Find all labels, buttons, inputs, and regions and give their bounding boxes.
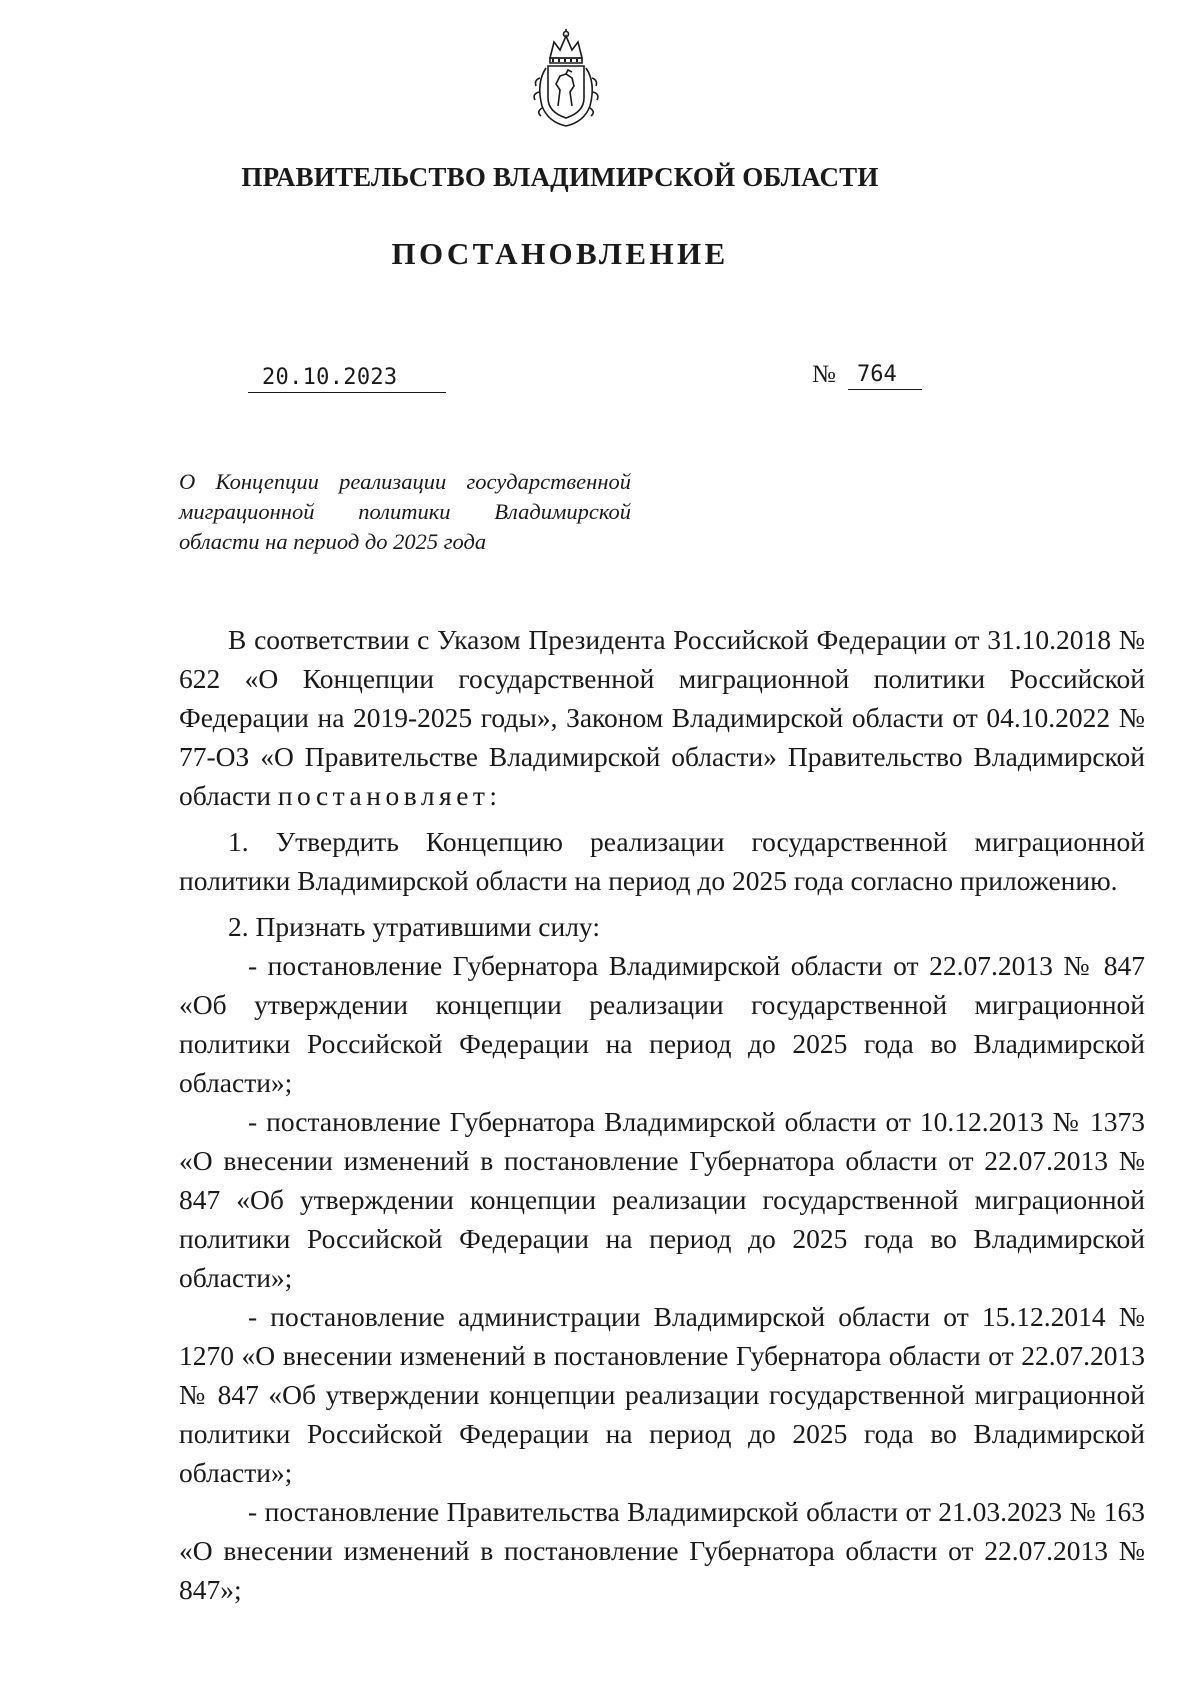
repealed-act-1: - постановление Губернатора Владимирской области от 22.07.2013 № 847 «Об утверждении концепции реализации государственной миграционной политики Российской Федерации на период до 2025 года во Владимирской области»; xyxy=(179,950,1145,1098)
preamble-text: В соответствии с Указом Президента Российской Федерации от 31.10.2018 № 622 «О Концепции государственной миграционной политики Российской Федерации на 2019-2025 годы», Законом Владимирской области от 04.10.2022 № 77-ОЗ «О Правительстве Владимирской области» Правительство Владимирской области xyxy=(179,624,1145,811)
number-sign: № xyxy=(812,361,836,388)
document-number: 764 xyxy=(857,362,897,387)
repealed-act-2: - постановление Губернатора Владимирской области от 10.12.2013 № 1373 «О внесении изменений в постановление Губернатора области от 22.07.2013 № 847 «Об утверждении концепции реализации государственной миграционной политики Российской Федерации на период до 2025 года во Владимирской области»; xyxy=(179,1106,1145,1293)
document-number-field xyxy=(812,356,922,390)
item-2-title: 2. Признать утратившими силу: xyxy=(228,911,600,942)
number-underline xyxy=(848,357,922,390)
coat-of-arms-icon xyxy=(528,28,604,128)
document-body xyxy=(179,620,1145,1609)
document-subject: О Концепции реализации государственной миграционной политики Владимирской области на период до 2025 года xyxy=(179,469,631,554)
preamble-paragraph xyxy=(179,620,1145,815)
document-date-field xyxy=(248,362,446,393)
document-type-title: ПОСТАНОВЛЕНИЕ xyxy=(391,236,729,271)
repealed-act-3: - постановление администрации Владимирской области от 15.12.2014 № 1270 «О внесении изменений в постановление Губернатора области от 22.07.2013 № 847 «Об утверждении концепции реализации государственной миграционной политики Российской Федерации на период до 2025 года во Владимирской области»; xyxy=(179,1301,1145,1488)
repealed-act-4: - постановление Правительства Владимирской области от 21.03.2023 № 163 «О внесении изменений в постановление Губернатора области от 22.07.2013 № 847»; xyxy=(179,1496,1145,1605)
organization-title: ПРАВИТЕЛЬСТВО ВЛАДИМИРСКОЙ ОБЛАСТИ xyxy=(241,162,879,192)
document-date: 20.10.2023 xyxy=(262,365,398,390)
item-1: 1. Утвердить Концепцию реализации государственной миграционной политики Владимирской области на период до 2025 года согласно приложению. xyxy=(179,826,1145,896)
decree-word: постановляет: xyxy=(277,780,502,811)
